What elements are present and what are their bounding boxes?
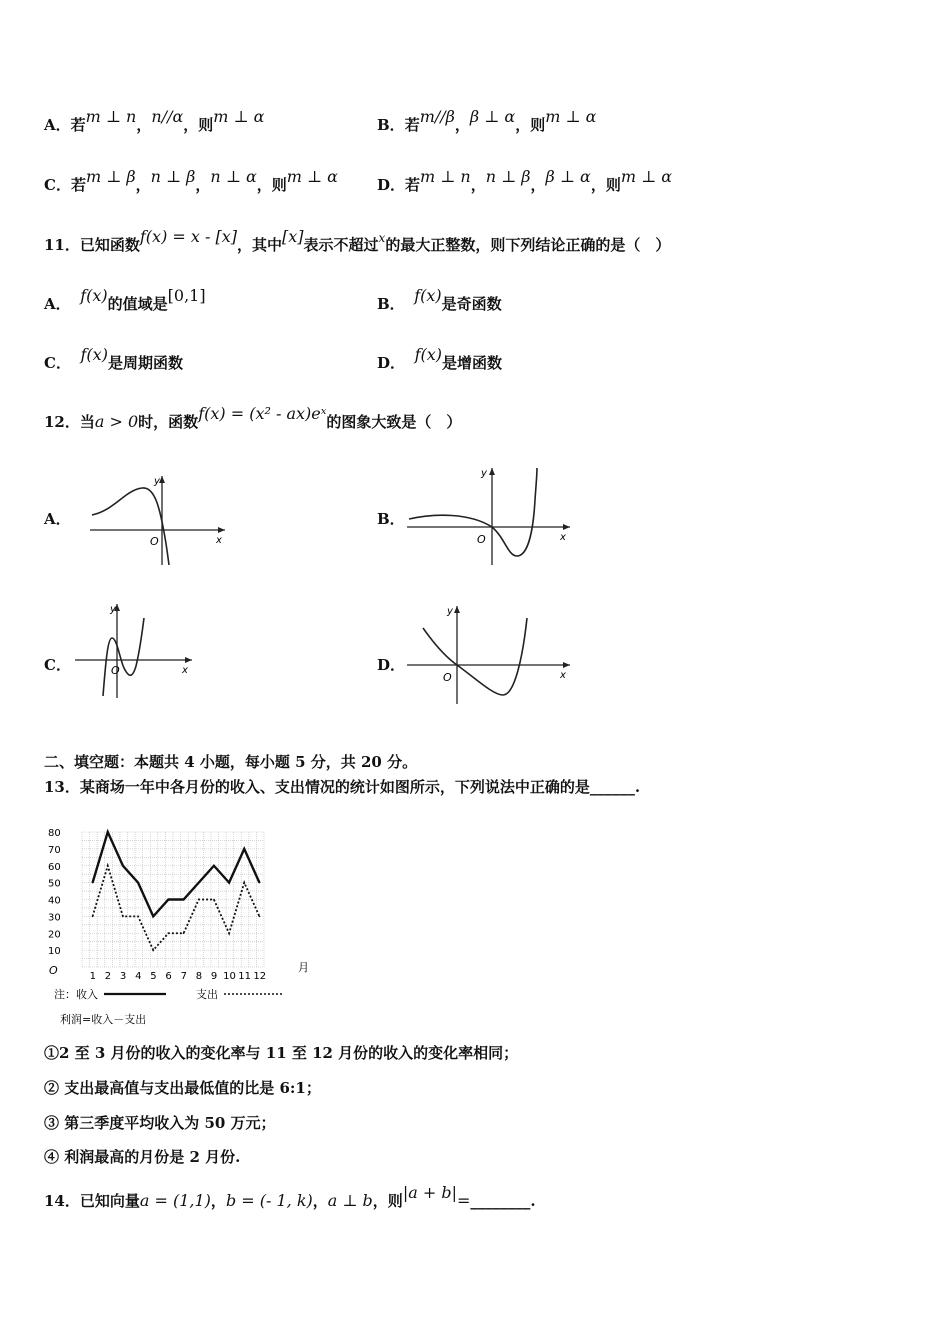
x-tick-label: 5 (150, 971, 157, 982)
x-tick-label: 8 (195, 971, 203, 982)
q12-option-b-label[interactable]: B． (377, 510, 405, 528)
option-label: C． (44, 176, 71, 194)
q11-stem (44, 227, 671, 255)
origin-label: O (443, 671, 452, 684)
q11-option-d[interactable] (377, 345, 503, 373)
math-expr: n ⊥ β (485, 167, 531, 186)
option-text: 是奇函数 (441, 295, 502, 313)
x-axis-arrow (185, 657, 192, 663)
q12-option-d-label[interactable]: D． (377, 656, 406, 674)
income-point (92, 882, 94, 884)
y-axis-arrow (454, 606, 460, 613)
math-expr: n//α (151, 107, 184, 126)
origin-label: O (150, 535, 159, 548)
option-label: A． (44, 116, 71, 134)
math-expr: m ⊥ α (545, 107, 597, 126)
q10-option-a[interactable] (44, 107, 265, 135)
question-text: 表示不超过 (303, 236, 379, 254)
x-label: x (560, 670, 566, 681)
y-tick-labels (48, 828, 61, 957)
q13-statement-2: ② 支出最高值与支出最低值的比是 6:1； (44, 1079, 321, 1097)
x-tick-label: 2 (104, 971, 112, 982)
q10-option-d[interactable] (377, 167, 673, 195)
q12-graph-a[interactable] (80, 470, 230, 570)
option-label: C． (44, 354, 71, 372)
expense-point (122, 916, 124, 918)
option-text: ， (136, 116, 152, 134)
x-tick-label: 12 (253, 971, 267, 982)
q12-graph-d[interactable] (405, 600, 575, 708)
option-label: B． (377, 295, 405, 313)
math-expr: f(x) (80, 345, 108, 364)
chart-footnote: 利润=收入－支出 (60, 1013, 147, 1026)
x-label: x (560, 532, 566, 543)
option-text: ，则 (590, 176, 621, 194)
x-axis-arrow (563, 524, 570, 530)
income-point (198, 882, 200, 884)
q12-graph-c[interactable] (70, 598, 200, 703)
q14-stem (44, 1183, 536, 1211)
math-expr: x (378, 231, 386, 245)
x-tick-label: 4 (135, 971, 142, 982)
legend-income-label: 注：收入 (54, 988, 98, 1001)
math-expr: m ⊥ α (213, 107, 265, 126)
y-label: y (447, 606, 453, 617)
q10-option-b[interactable] (377, 107, 597, 135)
option-text: ，则 (256, 176, 287, 194)
y-tick-label: 30 (48, 912, 61, 924)
income-point (107, 831, 109, 833)
q12-stem (44, 404, 462, 432)
option-text: ，则 (183, 116, 214, 134)
option-label: A． (44, 295, 71, 313)
option-label: D． (377, 354, 406, 372)
y-tick-label: 50 (48, 878, 61, 890)
expense-point (228, 932, 230, 934)
math-expr: n ⊥ α (210, 167, 257, 186)
x-tick-label: 6 (165, 971, 172, 982)
option-text: 若 (70, 176, 86, 194)
y-label: y (481, 468, 487, 479)
option-text: ， (470, 176, 486, 194)
math-expr: n ⊥ β (150, 167, 196, 186)
math-expr: [x] (282, 227, 304, 246)
option-text: ， (195, 176, 211, 194)
x-axis-arrow (218, 527, 225, 533)
q10-option-c[interactable] (44, 167, 338, 195)
math-expr: β ⊥ α (545, 167, 591, 186)
math-expr: m ⊥ α (620, 167, 673, 186)
income-point (137, 882, 139, 884)
curve (92, 488, 169, 565)
question-text: 的最大正整数，则下列结论正确的是（ ） (385, 236, 671, 254)
y-tick-label: 60 (48, 861, 61, 873)
y-axis-arrow (489, 468, 495, 475)
expense-point (183, 932, 185, 934)
option-label: B． (377, 116, 405, 134)
y-tick-label: 80 (48, 828, 61, 839)
x-tick-label: 7 (180, 971, 187, 982)
math-expr: f(x) = x - [x] (139, 227, 237, 246)
math-expr: a > 0 (94, 412, 139, 431)
answer-blank[interactable]: ________ (470, 1192, 531, 1210)
income-expense-chart (44, 815, 324, 1030)
q11-option-b[interactable] (377, 286, 502, 314)
y-tick-label: 70 (48, 844, 61, 856)
question-text: ，其中 (237, 236, 283, 254)
question-text: 14．已知向量 (44, 1192, 140, 1210)
income-point (259, 882, 261, 884)
x-axis-arrow (563, 662, 570, 668)
math-expr: f(x) (414, 286, 442, 305)
question-text: ， (210, 1192, 226, 1210)
option-text: 的值域是 (107, 295, 168, 313)
question-text: 时，函数 (138, 413, 199, 431)
option-text: ， (454, 116, 470, 134)
q11-option-c[interactable] (44, 345, 183, 373)
math-expr: f(x) = (x² - ax)eˣ (198, 404, 327, 423)
math-expr: [0,1] (167, 286, 206, 305)
legend-expense-label: 支出 (196, 988, 218, 1001)
origin-label: O (477, 533, 486, 546)
curve (423, 618, 527, 695)
question-text: 12．当 (44, 413, 95, 431)
math-expr: β ⊥ α (469, 107, 516, 126)
expense-point (259, 916, 261, 918)
math-expr: m ⊥ n (420, 167, 471, 186)
q13-statement-3: ③ 第三季度平均收入为 50 万元； (44, 1114, 276, 1132)
x-label: x (216, 535, 222, 546)
option-text: 是周期函数 (107, 354, 183, 372)
q13-statement-4: ④ 利润最高的月份是 2 月份. (44, 1148, 241, 1166)
option-label: D． (377, 176, 406, 194)
y-tick-label: 10 (48, 946, 61, 958)
option-text: ，则 (515, 116, 546, 134)
x-axis-label: 月 (298, 961, 309, 974)
math-expr: f(x) (80, 286, 108, 305)
x-label: x (182, 665, 188, 676)
question-text: 11．已知函数 (44, 236, 140, 254)
q12-option-a-label[interactable]: A． (44, 510, 71, 528)
x-tick-label: 9 (210, 971, 218, 982)
income-point (228, 882, 230, 884)
x-tick-label: 3 (119, 971, 127, 982)
section-title: 二、填空题：本题共 4 小题，每小题 5 分，共 20 分。 (44, 753, 418, 771)
option-text: 若 (405, 176, 421, 194)
q13-statement-1: ①2 至 3 月份的收入的变化率与 11 至 12 月份的收入的变化率相同； (44, 1044, 519, 1062)
expense-point (213, 899, 215, 901)
q12-graph-b[interactable] (405, 460, 575, 570)
expense-point (198, 899, 200, 901)
math-expr: a ⊥ b (327, 1191, 373, 1210)
x-tick-labels (90, 971, 267, 982)
option-text: ， (135, 176, 151, 194)
math-expr: a = (1,1) (139, 1191, 211, 1210)
expense-point (92, 916, 94, 918)
curve (103, 618, 144, 696)
x-tick-label: 10 (223, 971, 236, 982)
q11-option-a[interactable] (44, 286, 206, 314)
math-expr: m//β (419, 107, 455, 126)
income-point (243, 848, 245, 850)
expense-point (152, 949, 154, 951)
question-text: ， (312, 1192, 328, 1210)
math-expr: = (456, 1191, 471, 1210)
income-point (183, 899, 185, 901)
question-text: . (530, 1192, 536, 1210)
expense-point (107, 865, 109, 867)
y-label: y (110, 604, 116, 615)
x-tick-label: 11 (238, 971, 251, 982)
math-expr: m ⊥ β (85, 167, 136, 186)
option-text: 是增函数 (442, 354, 503, 372)
expense-point (168, 932, 170, 934)
option-text: 若 (404, 116, 420, 134)
income-point (152, 916, 154, 918)
income-point (168, 899, 170, 901)
chart-origin: O (49, 964, 58, 977)
option-text: ， (530, 176, 546, 194)
q13-stem: 13．某商场一年中各月份的收入、支出情况的统计如图所示，下列说法中正确的是______. (44, 778, 641, 796)
question-text: ，则 (372, 1192, 403, 1210)
y-tick-label: 20 (48, 929, 61, 941)
y-tick-label: 40 (48, 895, 61, 907)
math-expr: m ⊥ α (286, 167, 338, 186)
x-tick-label: 1 (89, 971, 96, 982)
math-expr: |a + b| (402, 1183, 457, 1202)
curve (409, 468, 537, 556)
question-text: 的图象大致是（ ） (326, 413, 462, 431)
income-point (122, 865, 124, 867)
income-point (213, 865, 215, 867)
y-label: y (154, 476, 160, 487)
expense-point (243, 882, 245, 884)
math-expr: f(x) (414, 345, 442, 364)
math-expr: b = (- 1, k) (225, 1191, 313, 1210)
q12-option-c-label[interactable]: C． (44, 656, 71, 674)
option-text: 若 (70, 116, 86, 134)
origin-label: O (111, 664, 120, 677)
expense-point (137, 916, 139, 918)
math-expr: m ⊥ n (85, 107, 137, 126)
